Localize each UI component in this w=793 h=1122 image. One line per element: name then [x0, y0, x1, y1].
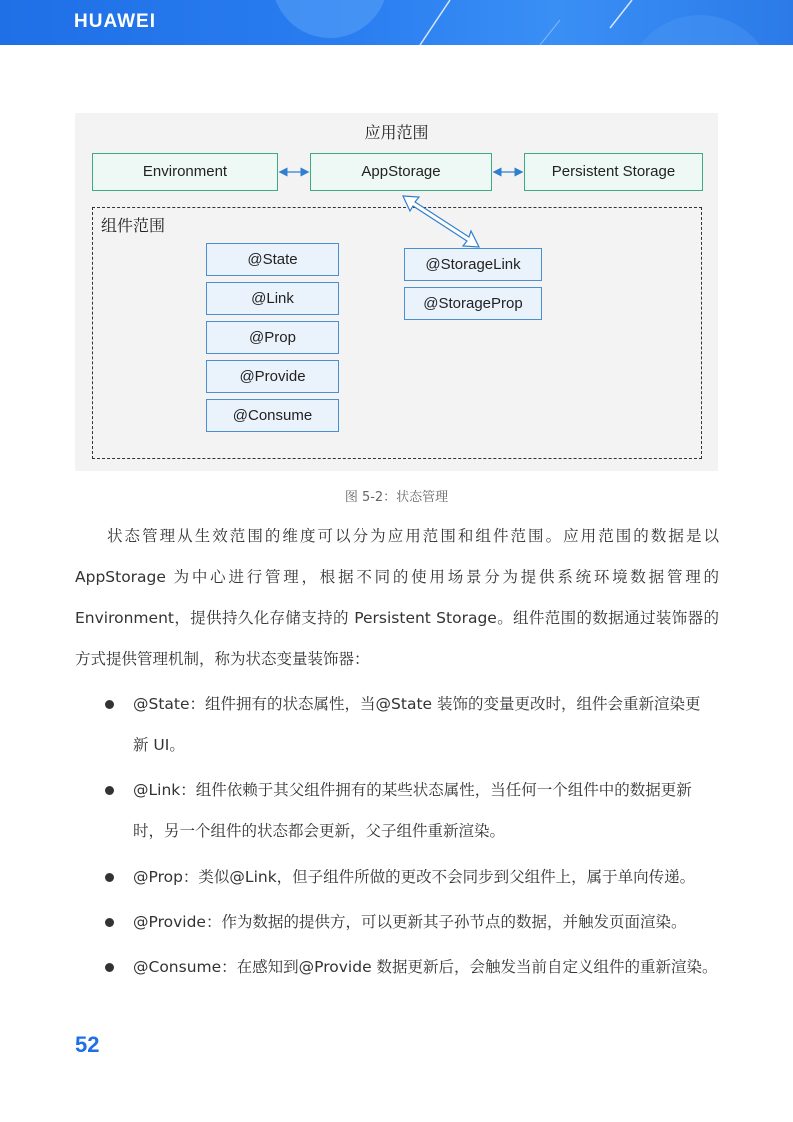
bullet-line: @Prop：类似@Link，但子组件所做的更改不会同步到父组件上，属于单向传递。: [133, 868, 696, 886]
bullet-line: 新 UI。: [133, 736, 185, 754]
brand-logo-text: HUAWEI: [74, 11, 156, 32]
bullet-line: @Provide：作为数据的提供方，可以更新其子孙节点的数据，并触发页面渲染。: [133, 913, 687, 931]
bullet-dot-icon: [105, 918, 114, 927]
diagram-arrows: [75, 113, 718, 471]
bullet-line: @Consume：在感知到@Provide 数据更新后，会触发当前自定义组件的重新渲染。: [133, 958, 718, 976]
bullet-dot-icon: [105, 873, 114, 882]
figure-caption: 图 5-2：状态管理: [344, 490, 449, 505]
header-banner: [0, 0, 793, 45]
storagelink-decorator-box: @StorageLink: [404, 248, 542, 281]
intro-paragraph: [75, 516, 719, 680]
page-number: 52: [75, 1032, 100, 1057]
bullet-dot-icon: [105, 786, 114, 795]
bullet-dot-icon: [105, 963, 114, 972]
environment-box: Environment: [92, 153, 278, 191]
appstorage-box: AppStorage: [310, 153, 492, 191]
paragraph-line: 状态管理从生效范围的维度可以分为应用范围和组件范围。应用范围的数据是以: [107, 527, 719, 545]
state-management-diagram: [75, 113, 718, 471]
bullet-line: @State：组件拥有的状态属性，当@State 装饰的变量更改时，组件会重新渲染更: [133, 695, 701, 713]
paragraph-line: Environment，提供持久化存储支持的 Persistent Storage。组件范围的数据通过装饰器的: [75, 609, 719, 627]
app-scope-title: 应用范围: [364, 123, 429, 142]
state-decorator-box: @State: [206, 243, 339, 276]
link-decorator-box: @Link: [206, 282, 339, 315]
storageprop-decorator-box: @StorageProp: [404, 287, 542, 320]
bullet-line: @Link：组件依赖于其父组件拥有的某些状态属性，当任何一个组件中的数据更新: [133, 781, 692, 799]
bullet-line: 时，另一个组件的状态都会更新，父子组件重新渲染。: [133, 822, 506, 840]
component-scope-title: 组件范围: [101, 216, 166, 235]
provide-decorator-box: @Provide: [206, 360, 339, 393]
persistent-storage-box: Persistent Storage: [524, 153, 703, 191]
prop-decorator-box: @Prop: [206, 321, 339, 354]
bullet-dot-icon: [105, 700, 114, 709]
paragraph-line: AppStorage 为中心进行管理，根据不同的使用场景分为提供系统环境数据管理的: [75, 568, 719, 586]
consume-decorator-box: @Consume: [206, 399, 339, 432]
appstorage-storagelink-arrow: [403, 196, 479, 247]
paragraph-line: 方式提供管理机制，称为状态变量装饰器：: [75, 650, 370, 668]
